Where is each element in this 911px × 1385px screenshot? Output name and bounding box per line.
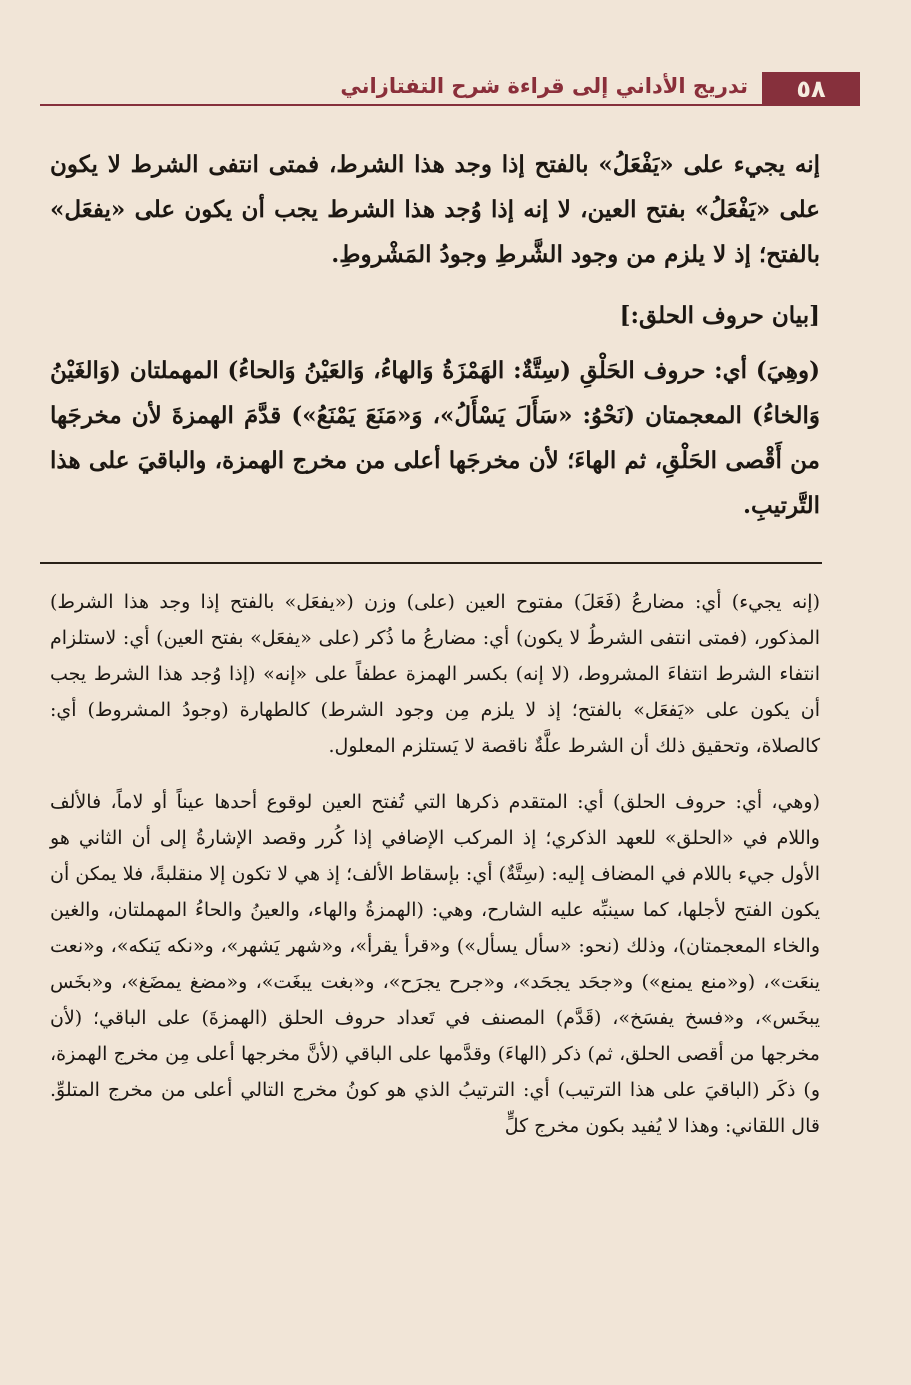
commentary-paragraph: (إنه يجيء) أي: مضارعُ (فَعَلَ) مفتوح العين (على) وزن («يفعَل» بالفتح إذا وجد هذا الشرط) المذكور، (فمتى انتفى الشرطُ لا يكون) أي: مضارعُ ما ذُكر (على «يفعَل» بفتح العين) أي: لاستلزام انتفاء الشرط انتفاءَ المشروط، (لا إنه) بكسر الهمزة عطفاً على «إنه» (إذا وُجد هذا الشرط يجب أن يكون على «يَفعَل» بالفتح؛ إذ لا يلزم مِن وجود الشرط) كالطهارة (وجودُ المشروط) أي: كالصلاة، وتحقيق ذلك أن الشرط علَّةٌ ناقصة لا يَستلزم المعلول.: [50, 591, 820, 757]
commentary-paragraph: (وهي، أي: حروف الحلق) أي: المتقدم ذكرها التي تُفتح العين لوقوع أحدها عيناً أو لاماً، فالألف واللام في «الحلق» للعهد الذكري؛ إذ المركب الإضافي إذا كُرر وقصد الإشارةُ إلى أن الثاني هو الأول جيء باللام في المضاف إليه: (سِتَّةٌ) أي: بإسقاط الألف؛ إذ هي لا تكون إلا منقلبةً، فلا يمكن أن يكون الفتح لأجلها، كما سينبِّه عليه الشارح، وهي: (الهمزةُ والهاء، والعينُ والحاءُ المهملتان، والغين والخاء المعجمتان)، وذلك (نحو: «سأل يسأل») و«قرأ يقرأ»، و«شهر يَشهر»، و«نكه يَنكه»، و«نعت ينعَت»، (و«منع يمنع») و«جحَد يجحَد»، و«جرح يجرَح»، و«بغت يبغَت»، و«مضغ يمضَغ»، و«بخَس يبخَس»، و«فسخ يفسَخ»، (قَدَّم) المصنف في تَعداد حروف الحلق (الهمزةَ) على الباقي؛ (لأن مخرجها من أقصى الحلق، ثم) ذكر (الهاءَ) وقدَّمها على الباقي (لأنَّ مخرجها أعلى مِن مخرج الهمزة، و) ذكَر (الباقيَ على هذا الترتيب) أي: الترتيبُ الذي هو كونُ مخرج التالي أعلى من مخرج المتلوِّ. قال اللقاني: وهذا لا يُفيد بكون مخرج كلٍّ: [50, 791, 820, 1137]
header-rule: [40, 104, 860, 106]
page-number: ٥٨: [762, 72, 860, 106]
main-paragraph: إنه يجيء على «يَفْعَلُ» بالفتح إذا وجد هذا الشرط، فمتى انتفى الشرط لا يكون على «يَفْعَلُ» بفتح العين، لا إنه إذا وُجد هذا الشرط يجب أن يكون على «يفعَل» بالفتح؛ إذ لا يلزم من وجود الشَّرطِ وجودُ المَشْروطِ.: [50, 151, 820, 268]
main-text: [50, 142, 820, 528]
section-heading: [بيان حروف الحلق:]: [619, 302, 820, 329]
running-title: تدريج الأداني إلى قراءة شرح التفتازاني: [340, 74, 748, 98]
section-divider: [40, 562, 822, 564]
main-paragraph: (وهِيَ) أي: حروف الحَلْقِ (سِتَّةٌ: الهَمْزَةُ وَالهاءُ، وَالعَيْنُ وَالحاءُ) المهملتان (وَالغَيْنُ وَالخاءُ) المعجمتان (نَحْوُ: «سَأَلَ يَسْأَلُ»، وَ«مَنَعَ يَمْنَعُ») قدَّمَ الهمزةَ لأن مخرجَها من أَقْصى الحَلْقِ، ثم الهاءَ؛ لأن مخرجَها أعلى من مخرج الهمزة، والباقيَ على هذا التَّرتيبِ.: [50, 357, 820, 519]
commentary-text: [50, 584, 820, 1144]
page-header: [40, 72, 860, 108]
